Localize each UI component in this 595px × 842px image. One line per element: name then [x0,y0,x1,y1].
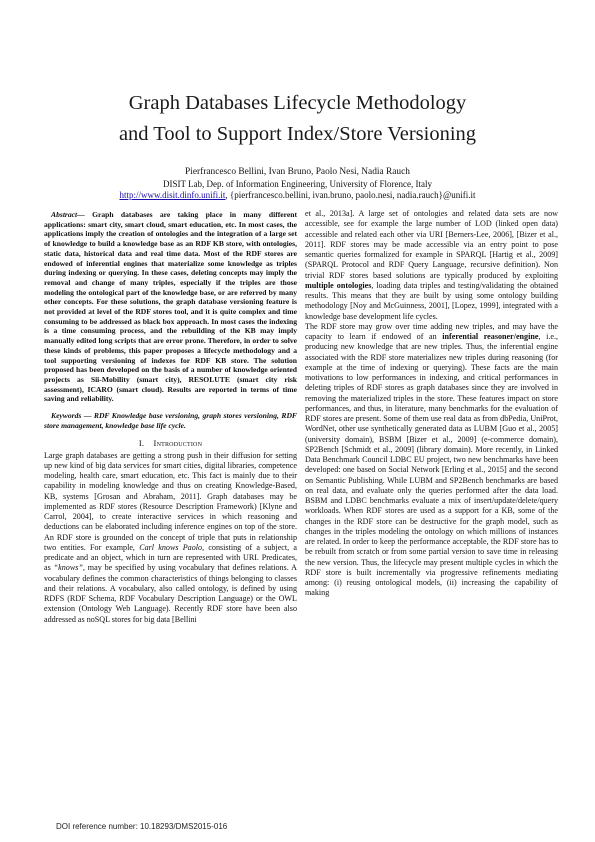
section-title: Introduction [153,438,203,449]
intro-knows-italic: “knows” [53,563,83,573]
right-p1-text-b: , loading data triples and testing/validating the obtained results. This means that they are built by using some ontology building methodology [Noy and McGuinness, 2001], [Lopez, 1999], integrated with a knowledge base development life cycles. [305,280,558,321]
section-heading-introduction [44,438,297,448]
lab-url-link[interactable]: http://www.disit.dinfo.unifi.it [119,190,226,200]
abstract-label: Abstract— [51,210,85,219]
section-number: I. [138,438,145,449]
doi-footer: DOI reference number: 10.18293/DMS2015-016 [56,822,228,831]
right-p2-text-a: The RDF store may grow over time adding new triples, and may have the capacity to learn if endowed of an [305,321,558,341]
right-p2-text-b: , i.e., producing new knowledge that are new triples. Thus, the inferential engine associated with the RDF store materializes new triples during reasoning (for example at the time of indexing or querying). These facts are the main motivations to low performances in indexing, and critical performances in deleting triples of RDF stores as graph databases since they are involved in removing the materialized triples in the store. These features impact on store performances, and thus, in literature, many benchmarks for the evaluation of RDF stores are present. Some of them use real data as from dbPedia, UniProt, WordNet, other use synthetically generated data as LUBM [Guo et al., 2005] (university domain), BSBM [Bizer et al., 2009] (e-commerce domain), SP2Bench [Schmidt et al., 2009] (library domain). More recently, in Linked Data Benchmark Council LDBC EU project, two new benchmarks have been developed: one based on Social Network [Erling et al., 2015] and the second on Semantic Publishing. While LUBM and SP2Bench benchmarks are based on real data, and evaluate only the queries performed after the data load. BSBM and LDBC benchmarks evaluate a mix of insert/update/delete/query workloads. When RDF stores are used as a support for a KB, some of the changes in the RDF store can be destructive for the graph model, such as changes in the triples modeling the ontology on which millions of instances are related. In order to keep the performance acceptable, the RDF store has to be rebuilt from scratch or from some partial version to save time in releasing the new version. Thus, the lifecycle may present multiple cycles in which the RDF store is built incrementally via progressive refinements mediating among: (i) reusing ontological models, (ii) increasing the capability of making [305,332,558,598]
right-p1-bold: multiple ontologies [305,280,372,290]
intro-paragraph-1 [44,451,297,625]
intro-text-a: Large graph databases are getting a strong push in their diffusion for setting up new kind of big data services for smart cities, digital libraries, competence modeling, health care, smart education, etc. This fact is mainly due to their capability in modeling knowledge and thus on creating Knowledge-Based, KB, systems [Grosan and Abraham, 2011]. Graph databases may be implemented as RDF stores (Resource Description Framework) [Klyne and Carrol, 2004], to create interactive services in which reasoning and deductions can be elaborated including inference engines on top of the store. An RDF store is grounded on the concept of triple that puts in relationship two entities. For example, [44,450,297,552]
intro-text-c: , may be specified by using vocabulary that defines relations. A vocabulary defines the common characteristics of things belonging to classes and their relations. A vocabulary, also called ontology, is defined by using RDFS (RDF Schema, RDF Vocabulary Description Language) or the OWL extension (Ontology Web Language). Recently RDF store have been also addressed as noSQL stores for big data [Bellini [44,563,298,624]
author-names: Pierfrancesco Bellini, Ivan Bruno, Paolo Nesi, Nadia Rauch [185,167,410,177]
title-line-2: and Tool to Support Index/Store Versioning [118,123,477,145]
intro-example-italic: Carl knows Paolo [139,542,203,552]
author-block [40,167,555,202]
affiliation: DISIT Lab, Dep. of Information Engineering, University of Florence, Italy [162,178,432,189]
right-p2-bold: inferential reasoner/engine [442,332,539,341]
right-paragraph-1 [305,209,558,322]
intro-text-b: , consisting of a subject, a predicate and an object, which in turn are represented with URI. Predicates, as [44,542,297,573]
contact-line [40,190,555,202]
title-line-1: Graph Databases Lifecycle Methodology [128,92,467,114]
right-p1-text-a: et al., 2013a]. A large set of ontologies and related data sets are now accessible, see for example the large number of LOD (linked open data) accessible and related each other via URI [Berners-Lee, 2006], [Bizer et al., 2011]. RDF stores may be made accessible via an entry point to pose semantic queries formalized for example in SPARQL [Hartig et al., 2009] (SPARQL Protocol and RDF Query Language, recursive definition). Non trivial RDF stores based solutions are typically produced by exploiting [305,209,558,280]
left-column [44,210,297,625]
paper-title [40,88,555,150]
right-column [305,209,558,599]
right-paragraph-2 [305,322,558,599]
author-emails: , {pierfrancesco.bellini, ivan.bruno, paolo.nesi, nadia.rauch}@unifi.it [225,190,476,200]
abstract [44,210,297,404]
keywords: Keywords — RDF Knowledge base versioning, graph stores versioning, RDF store management, knowledge base life cycle. [44,411,297,430]
abstract-text: Graph databases are taking place in many different applications: smart city, smart cloud, smart education, etc. In most cases, the applications imply the creation of ontologies and the integration of a large set of knowledge to build a knowledge base as an RDF KB store, with ontologies, static data, historical data and real time data. Most of the RDF stores are endowed of inferential engines that materialize some knowledge as triples during indexing or querying. In these cases, deleting concepts may imply the removal and change of many triples, especially if the triples are those modeling the ontological part of the knowledge base, or are referred by many other concepts. For these solutions, the graph database versioning feature is not provided at level of the RDF stores tool, and it is quite complex and time consuming to be addressed as black box approach. In most cases the indexing is a time consuming process, and the rebuilding of the KB may imply manually edited long scripts that are error prone. Therefore, in order to solve these kinds of problems, this paper proposes a lifecycle methodology and a tool supporting versioning of indexes for RDF KB store. The solution proposed has been developed on the basis of a number of knowledge oriented projects as Sii-Mobility (smart city), RESOLUTE (smart city risk assessment), ICARO (smart cloud). Results are reported in terms of time saving and reliability. [44,210,297,404]
